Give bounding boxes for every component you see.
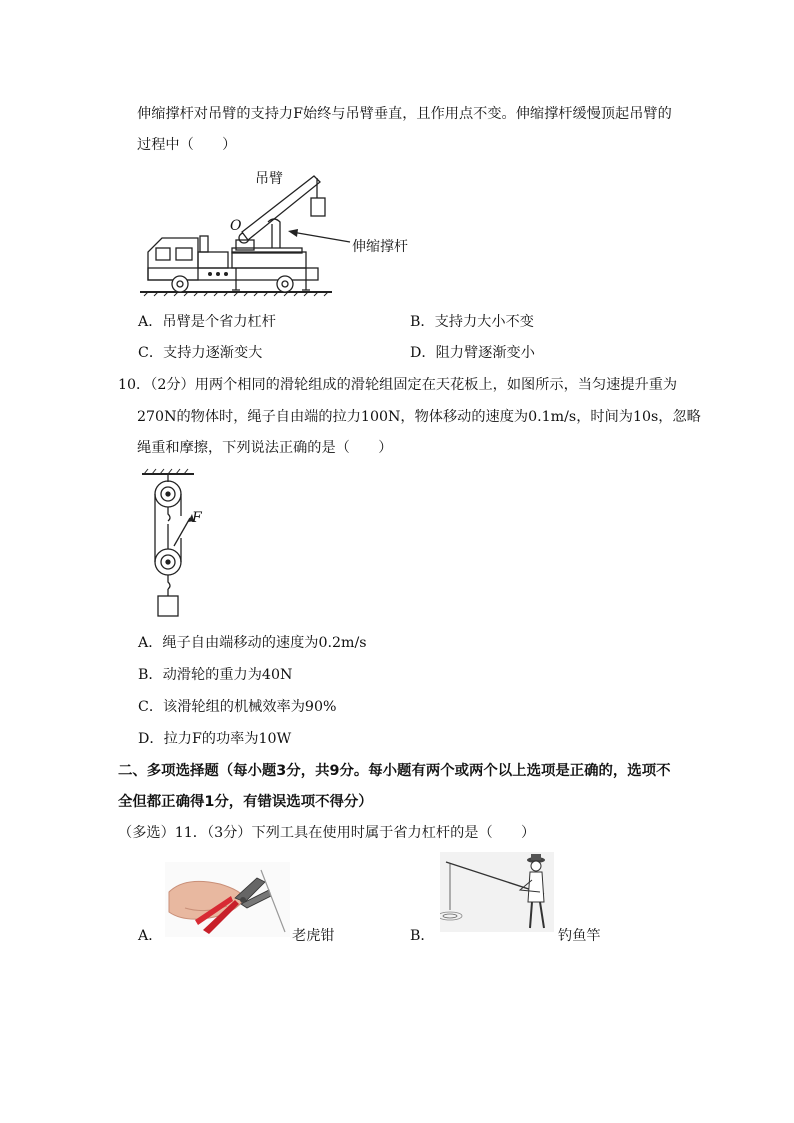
q11-stem: （多选）11．（3分）下列工具在使用时属于省力杠杆的是（ ） [118,825,536,841]
q10-option-c[interactable]: C．该滑轮组的机械效率为90% [138,699,337,715]
q11-option-a-letter[interactable]: A． [138,928,163,944]
section2-heading-line2: 全但都正确得1分，有错误选项不得分） [118,794,373,810]
q9-option-a[interactable]: A．吊臂是个省力杠杆 [138,314,276,330]
q10-option-a[interactable]: A．绳子自由端移动的速度为0.2m/s [138,635,367,651]
q9-stem-line1: 伸缩撑杆对吊臂的支持力F始终与吊臂垂直，且作用点不变。伸缩撑杆缓慢顶起吊臂的 [137,106,672,122]
fishing-rod-drawing [440,852,554,932]
pliers-drawing [165,862,290,937]
q10-stem-line2: 270N的物体时，绳子自由端的拉力100N，物体移动的速度为0.1m/s，时间为10s，忽略 [137,409,701,425]
q10-stem-line1: 10．（2分）用两个相同的滑轮组成的滑轮组固定在天花板上，如图所示，当匀速提升重为 [118,377,678,393]
q11-option-b-letter[interactable]: B． [410,928,435,944]
crane-truck-drawing [140,160,440,300]
pulley-figure [138,466,228,622]
q10-option-d[interactable]: D．拉力F的功率为10W [138,731,292,747]
q9-stem-line2: 过程中（ ） [137,137,237,153]
q9-option-b[interactable]: B．支持力大小不变 [410,314,534,330]
label-telescopic-rod: 伸缩撑杆 [352,239,408,255]
q10-option-b[interactable]: B．动滑轮的重力为40N [138,667,293,683]
pliers-image[interactable] [165,862,290,937]
q11-option-a-text: 老虎钳 [292,928,335,944]
fishing-rod-image[interactable] [440,852,554,932]
label-pivot-o: O [230,218,242,234]
crane-truck-figure [140,160,440,300]
q10-stem-line3: 绳重和摩擦，下列说法正确的是（ ） [137,440,393,456]
q9-option-c[interactable]: C．支持力逐渐变大 [138,345,263,361]
section2-heading-line1: 二、多项选择题（每小题3分，共9分。每小题有两个或两个以上选项是正确的，选项不 [118,763,671,779]
label-arm: 吊臂 [255,171,283,187]
label-force-f: F [192,510,202,526]
q9-option-d[interactable]: D．阻力臂逐渐变小 [410,345,535,361]
pulley-drawing [138,466,228,622]
q11-option-b-text: 钓鱼竿 [558,928,601,944]
